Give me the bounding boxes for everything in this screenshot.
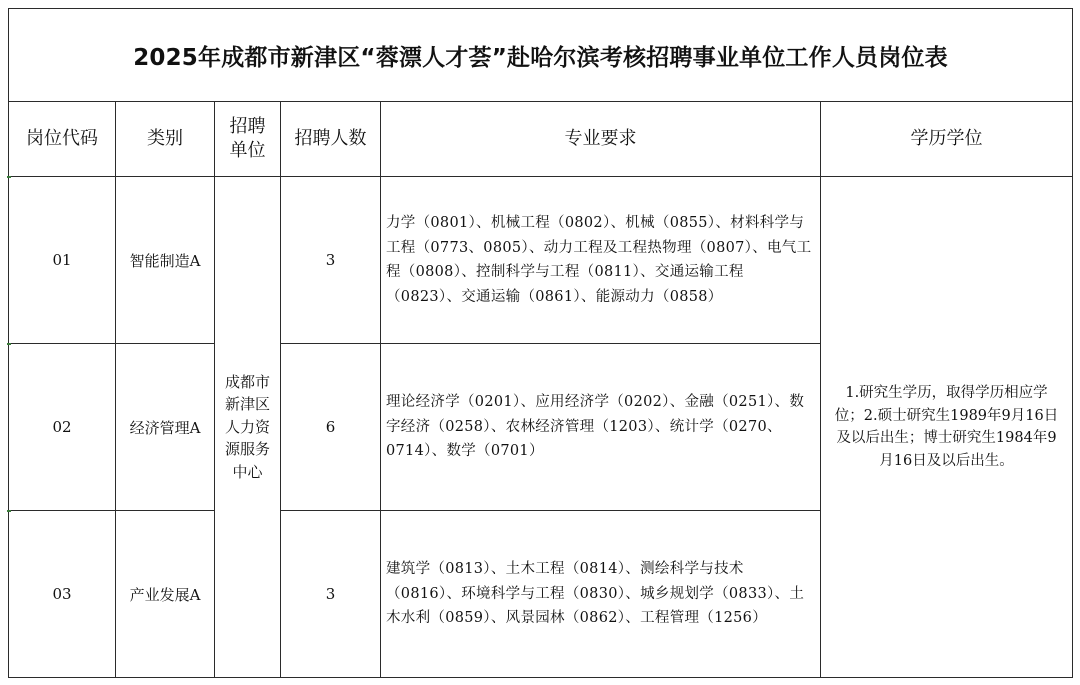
row-major: 理论经济学（0201）、应用经济学（0202）、金融（0251）、数字经济（0258）、农林经济管理（1203）、统计学（0270、0714）、数学（0701） — [381, 344, 821, 511]
header-unit: 招聘 单位 — [215, 102, 281, 177]
header-category: 类别 — [116, 102, 215, 177]
row-category: 经济管理A — [116, 344, 215, 511]
row-count: 3 — [281, 177, 381, 344]
header-degree: 学历学位 — [821, 102, 1073, 177]
row-category: 智能制造A — [116, 177, 215, 344]
header-code: 岗位代码 — [9, 102, 116, 177]
table-title: 2025年成都市新津区“蓉漂人才荟”赴哈尔滨考核招聘事业单位工作人员岗位表 — [9, 9, 1073, 102]
header-count: 招聘人数 — [281, 102, 381, 177]
row-code: 03 — [9, 511, 116, 678]
degree-cell: 1.研究生学历，取得学历相应学位；2.硕士研究生1989年9月16日及以后出生；博士研究生1984年9月16日及以后出生。 — [821, 177, 1073, 678]
table-row — [9, 177, 1073, 344]
row-code: 01 — [9, 177, 116, 344]
cell-marker — [7, 343, 11, 345]
unit-cell — [215, 177, 281, 678]
header-row — [9, 102, 1073, 177]
row-code: 02 — [9, 344, 116, 511]
job-table — [8, 8, 1073, 678]
cell-marker — [7, 510, 11, 512]
row-category: 产业发展A — [116, 511, 215, 678]
job-table-sheet — [8, 8, 1072, 678]
row-count: 6 — [281, 344, 381, 511]
unit-text: 成都市 新津区 人力资 源服务 中心 — [224, 372, 270, 481]
cell-marker — [7, 176, 11, 178]
row-count: 3 — [281, 511, 381, 678]
row-major: 力学（0801）、机械工程（0802）、机械（0855）、材料科学与工程（0773、0805）、动力工程及工程热物理（0807）、电气工程（0808）、控制科学与工程（0811）、交通运输工程（0823）、交通运输（0861）、能源动力（0858） — [381, 177, 821, 344]
row-major: 建筑学（0813）、土木工程（0814）、测绘科学与技术（0816）、环境科学与工程（0830）、城乡规划学（0833）、土木水利（0859）、风景园林（0862）、工程管理（1256） — [381, 511, 821, 678]
header-major: 专业要求 — [381, 102, 821, 177]
